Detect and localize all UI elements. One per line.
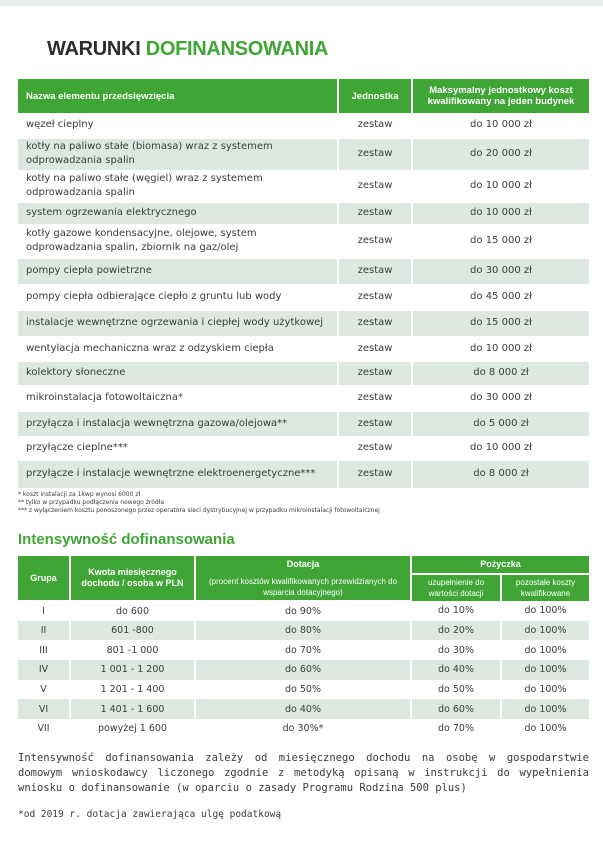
table1-row xyxy=(18,202,589,224)
table1-cell-name: przyłącze i instalacje wewnętrzne elektroenergetyczne*** xyxy=(18,460,338,488)
table2-cell-loan-b: do 100% xyxy=(501,719,589,739)
footnote-1: * koszt instalacji za 1kwp wynosi 6000 zł xyxy=(18,491,141,498)
table2-row xyxy=(18,640,589,660)
table2-cell-loan-b: do 100% xyxy=(501,621,589,641)
table2-cell-income: 1 401 - 1 600 xyxy=(70,699,195,719)
table2-cell-loan-a: do 30% xyxy=(411,640,501,660)
table2-cell-group: I xyxy=(18,601,70,621)
table2-cell-loan-b: do 100% xyxy=(501,601,589,621)
title-part1: WARUNKI xyxy=(47,38,141,60)
table1-row xyxy=(18,138,589,170)
table2-cell-group: II xyxy=(18,621,70,641)
table1-cell-unit: zestaw xyxy=(338,460,412,488)
table1-cell-max: do 45 000 zł xyxy=(412,284,589,310)
table2-cell-loan-b: do 100% xyxy=(501,660,589,680)
table2-header-income: Kwota miesięcznego dochodu / osoba w PLN xyxy=(70,556,195,601)
table1-cell-name: węzeł cieplny xyxy=(18,113,338,138)
title-part2: DOFINANSOWANIA xyxy=(145,38,329,60)
table2-cell-income: 1 201 - 1 400 xyxy=(70,680,195,700)
table1-cell-max: do 10 000 zł xyxy=(412,113,589,138)
table1-cell-max: do 20 000 zł xyxy=(412,138,589,170)
tax-relief-note: *od 2019 r. dotacja zawierająca ulgę podatkową xyxy=(18,809,282,820)
intensity-paragraph: Intensywność dofinansowania zależy od miesięcznego dochodu na osobę w gospodarstwie domowym wnioskodawcy liczonego zgodnie z metodyką opisaną w instrukcji do wypełnienia wniosku o dofinansowanie (w oparciu o zasady Programu Rodzina 500 plus) xyxy=(18,752,589,794)
table1-row xyxy=(18,170,589,202)
table1-header-unit: Jednostka xyxy=(338,79,412,113)
table1-cell-name: instalacje wewnętrzne ogrzewania i ciepłej wody użytkowej xyxy=(18,310,338,336)
table2-cell-grant: do 40% xyxy=(195,699,411,719)
table2-cell-income: 801 -1 000 xyxy=(70,640,195,660)
table1-cell-name: kotły na paliwo stałe (węgiel) wraz z systemem odprowadzania spalin xyxy=(18,170,338,202)
table2-header-loan-a: uzupełnienie do wartości dotacji xyxy=(411,574,501,601)
table2-cell-loan-b: do 100% xyxy=(501,640,589,660)
table1-cell-unit: zestaw xyxy=(338,138,412,170)
table1-cell-max: do 30 000 zł xyxy=(412,385,589,411)
table1-row xyxy=(18,310,589,336)
table1-cell-unit: zestaw xyxy=(338,336,412,361)
intensity-table xyxy=(18,556,589,739)
table1-row xyxy=(18,284,589,310)
table1-cell-unit: zestaw xyxy=(338,284,412,310)
table2-row xyxy=(18,660,589,680)
table2-cell-group: VII xyxy=(18,719,70,739)
table2-cell-loan-a: do 50% xyxy=(411,680,501,700)
table1-cell-max: do 15 000 zł xyxy=(412,310,589,336)
table2-cell-income: 1 001 - 1 200 xyxy=(70,660,195,680)
page-title xyxy=(47,38,328,61)
intensity-title: Intensywność dofinansowania xyxy=(18,531,235,548)
table2-row xyxy=(18,680,589,700)
table2-cell-grant: do 50% xyxy=(195,680,411,700)
table1-cell-name: system ogrzewania elektrycznego xyxy=(18,202,338,224)
table2-cell-loan-a: do 70% xyxy=(411,719,501,739)
table2-header-row-1 xyxy=(18,556,589,574)
table1-cell-name: pompy ciepła powietrzne xyxy=(18,258,338,284)
table1-cell-max: do 8 000 zł xyxy=(412,460,589,488)
table1-header-row xyxy=(18,79,589,113)
table1-cell-max: do 5 000 zł xyxy=(412,411,589,436)
table2-cell-group: III xyxy=(18,640,70,660)
table1-row xyxy=(18,361,589,385)
table1-row xyxy=(18,113,589,138)
table1-cell-name: kotły gazowe kondensacyjne, olejowe, system odprowadzania spalin, zbiornik na gaz/olej xyxy=(18,224,338,258)
table2-cell-grant: do 70% xyxy=(195,640,411,660)
table1-header-max: Maksymalny jednostkowy koszt kwalifikowany na jeden budynek xyxy=(412,79,589,113)
table1-cell-name: przyłącza i instalacja wewnętrzna gazowa/olejowa** xyxy=(18,411,338,436)
table2-cell-group: V xyxy=(18,680,70,700)
table1-cell-unit: zestaw xyxy=(338,436,412,460)
top-strip xyxy=(0,0,603,6)
table1-cell-unit: zestaw xyxy=(338,258,412,284)
table1-row xyxy=(18,385,589,411)
table2-row xyxy=(18,699,589,719)
table1-cell-name: kolektory słoneczne xyxy=(18,361,338,385)
table2-cell-grant: do 80% xyxy=(195,621,411,641)
table2-cell-loan-a: do 10% xyxy=(411,601,501,621)
table1-row xyxy=(18,460,589,488)
table1-cell-unit: zestaw xyxy=(338,385,412,411)
table1-row xyxy=(18,411,589,436)
table1-cell-max: do 10 000 zł xyxy=(412,336,589,361)
table1-cell-name: pompy ciepła odbierające ciepło z gruntu lub wody xyxy=(18,284,338,310)
footnote-3: *** z wyłączeniem kosztu ponoszonego przez operatora sieci dystrybucyjnej w przypadku mikroinstalacji fotowoltaicznej xyxy=(18,507,380,514)
table1-cell-max: do 10 000 zł xyxy=(412,436,589,460)
table1-row xyxy=(18,336,589,361)
table1-row xyxy=(18,224,589,258)
table2-cell-loan-a: do 20% xyxy=(411,621,501,641)
table2-cell-loan-a: do 40% xyxy=(411,660,501,680)
table1-cell-unit: zestaw xyxy=(338,361,412,385)
table2-header-grant xyxy=(195,556,411,601)
table1-cell-max: do 15 000 zł xyxy=(412,224,589,258)
table1-cell-unit: zestaw xyxy=(338,202,412,224)
table1-cell-name: mikroinstalacja fotowoltaiczna* xyxy=(18,385,338,411)
table2-cell-group: VI xyxy=(18,699,70,719)
table2-header-group: Grupa xyxy=(18,556,70,601)
table1-cell-unit: zestaw xyxy=(338,224,412,258)
table2-row xyxy=(18,601,589,621)
table1-cell-name: kotły na paliwo stałe (biomasa) wraz z systemem odprowadzania spalin xyxy=(18,138,338,170)
table2-cell-income: 601 -800 xyxy=(70,621,195,641)
table2-header-loan-b: pozostałe koszty kwalifikowane xyxy=(501,574,589,601)
table1-cell-unit: zestaw xyxy=(338,310,412,336)
table1-cell-max: do 8 000 zł xyxy=(412,361,589,385)
table1-cell-unit: zestaw xyxy=(338,411,412,436)
table1-header-name: Nazwa elementu przedsięwzięcia xyxy=(18,79,338,113)
table1-row xyxy=(18,258,589,284)
table1-cell-unit: zestaw xyxy=(338,170,412,202)
table2-cell-loan-a: do 60% xyxy=(411,699,501,719)
grant-label: Dotacja xyxy=(286,558,320,569)
table1-cell-max: do 10 000 zł xyxy=(412,202,589,224)
table2-cell-grant: do 30%* xyxy=(195,719,411,739)
table2-cell-income: do 600 xyxy=(70,601,195,621)
table2-row xyxy=(18,621,589,641)
eligible-costs-table xyxy=(18,79,589,489)
table2-header-loan: Pożyczka xyxy=(411,556,589,574)
grant-note: (procent kosztów kwalifikowanych przewidzianych do wsparcia dotacyjnego) xyxy=(208,576,398,597)
table2-cell-loan-b: do 100% xyxy=(501,680,589,700)
table2-cell-grant: do 90% xyxy=(195,601,411,621)
table1-cell-name: przyłącze cieplne*** xyxy=(18,436,338,460)
table2-cell-income: powyżej 1 600 xyxy=(70,719,195,739)
table2-cell-grant: do 60% xyxy=(195,660,411,680)
footnote-2: ** tylko w przypadku podłączenia nowego źródła xyxy=(18,499,165,506)
table1-cell-max: do 30 000 zł xyxy=(412,258,589,284)
table2-cell-group: IV xyxy=(18,660,70,680)
table1-cell-name: wentylacja mechaniczna wraz z odzyskiem ciepła xyxy=(18,336,338,361)
table2-row xyxy=(18,719,589,739)
table2-cell-loan-b: do 100% xyxy=(501,699,589,719)
table1-row xyxy=(18,436,589,460)
table1-cell-max: do 10 000 zł xyxy=(412,170,589,202)
table1-cell-unit: zestaw xyxy=(338,113,412,138)
